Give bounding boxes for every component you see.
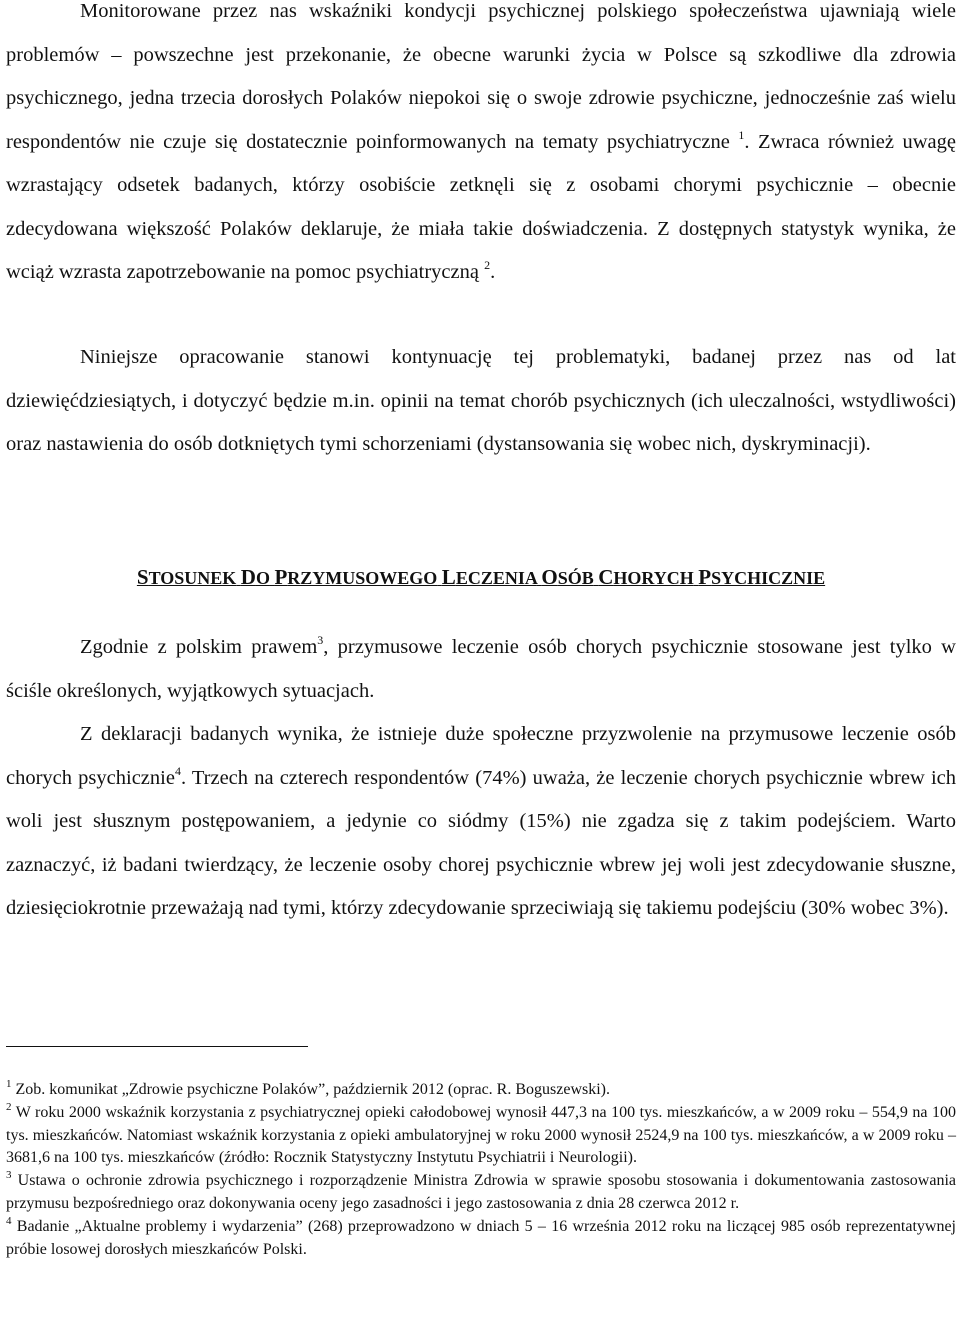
heading-rest: O xyxy=(255,568,270,588)
footnote-ref-1[interactable]: 1 xyxy=(738,127,745,142)
footnote-number: 1 xyxy=(6,1078,12,1090)
footnote-ref-3[interactable]: 3 xyxy=(317,633,324,647)
intro-paragraph xyxy=(6,0,956,295)
footnote-1 xyxy=(6,1079,956,1102)
heading-rest: TOSUNEK xyxy=(148,568,237,588)
intro-text-part-3: . xyxy=(490,261,496,283)
heading-initial: P xyxy=(274,565,288,589)
footnote-text: Zob. komunikat „Zdrowie psychiczne Polaków”, październik 2012 (oprac. R. Boguszewski). xyxy=(11,1081,611,1098)
heading-initial: O xyxy=(541,565,558,589)
heading-rest: HORYCH xyxy=(613,568,694,588)
scope-paragraph: Niniejsze opracowanie stanowi kontynuację tej problematyki, badanej przez nas od lat dziewięćdziesiątych, i dotyczyć będzie m.in. opinii na temat chorób psychicznych (ich uleczalności, wstydliwości) oraz nastawienia do osób dotkniętych tymi schorzeniami (dystansowania się wobec nich, dyskryminacji). xyxy=(6,346,956,455)
survey-text-part-1: Z deklaracji badanych wynika, że istnieje duże społeczne przyzwolenie na przymusowe leczenie osób chorych psychicznie xyxy=(6,723,956,789)
footnotes-section xyxy=(6,1079,956,1261)
footnote-number: 3 xyxy=(6,1169,12,1182)
heading-initial: S xyxy=(136,565,149,589)
heading-rest: ECZENIA xyxy=(455,568,537,588)
footnote-2 xyxy=(6,1102,956,1170)
section-heading xyxy=(6,565,956,590)
footnote-ref-4[interactable]: 4 xyxy=(174,763,181,778)
footnote-text: Ustawa o ochronie zdrowia psychicznego i rozporządzenie Ministra Zdrowia w sprawie sposobu stosowania i dokumentowania zastosowania przymusu bezpośredniego oraz dokonywania oceny jego zasadności i jego zastosowania z dnia 28 czerwca 2012 r. xyxy=(6,1172,956,1212)
intro-text-part-1: Monitorowane przez nas wskaźniki kondycji psychicznej polskiego społeczeństwa ujawniają wiele problemów – powszechne jest przekonanie, że obecne warunki życia w Polsce są szkodliwe dla zdrowia psychicznego, jedna trzecia dorosłych Polaków niepokoi się o swoje zdrowie psychiczne, jednocześnie zaś wielu respondentów nie czuje się dostatecznie poinformowanych na tematy psychiatryczne xyxy=(6,0,956,153)
footnote-number: 4 xyxy=(6,1214,12,1227)
footnote-4 xyxy=(6,1216,956,1262)
footnote-text: Badanie „Aktualne problemy i wydarzenia” (268) przeprowadzono w dniach 5 – 16 września 2012 roku na liczącej 985 osób reprezentatywnej próbie losowej dorosłych mieszkańców Polski. xyxy=(6,1217,956,1258)
heading-initial: L xyxy=(441,565,456,589)
heading-initial: P xyxy=(698,565,712,589)
heading-initial: D xyxy=(240,565,256,589)
footnote-ref-2[interactable]: 2 xyxy=(484,258,491,272)
footnote-number: 2 xyxy=(6,1100,12,1113)
heading-rest: SÓB xyxy=(557,568,594,588)
survey-paragraph xyxy=(6,713,956,931)
survey-text-part-2: . Trzech na czterech respondentów (74%) uważa, że leczenie chorych psychicznie wbrew ich woli jest słusznym postępowaniem, a jedynie co siódmy (15%) nie zgadza się z takim podejściem. Warto zaznaczyć, iż badani twierdzący, że leczenie osoby chorej psychicznie wbrew jej woli jest zdecydowanie słuszne, dziesięciokrotnie przeważają nad tymi, którzy zdecydowanie sprzeciwiają się takiemu podejściu (30% wobec 3%). xyxy=(6,766,956,919)
footnote-separator xyxy=(6,1046,308,1047)
footnote-text: W roku 2000 wskaźnik korzystania z psychiatrycznej opieki całodobowej wynosił 447,3 na 100 tys. mieszkańców, a w 2009 roku – 554,9 na 100 tys. mieszkańców. Natomiast wskaźnik korzystania z opieki ambulatoryjnej w roku 2000 wynosił 2524,9 na 100 tys. mieszkańców, a w 2009 roku – 3681,6 na 100 tys. mieszkańców (źródło: Rocznik Statystyczny Instytutu Psychiatrii i Neurologii). xyxy=(6,1103,956,1167)
intro-text-part-2: . Zwraca również uwagę wzrastający odsetek badanych, którzy osobiście zetknęli się z osobami chorymi psychicznie – obecnie zdecydowana większość Polaków deklaruje, że miała takie doświadczenia. Z dostępnych statystyk wynika, że wciąż wzrasta zapotrzebowanie na pomoc psychiatryczną xyxy=(6,130,956,283)
heading-rest: RZYMUSOWEGO xyxy=(287,568,438,588)
law-text-part-1: Zgodnie z polskim prawem xyxy=(80,636,318,658)
law-text-part-2: , przymusowe leczenie osób chorych psychicznie stosowane jest tylko w ściśle określonych, wyjątkowych sytuacjach. xyxy=(6,636,956,702)
heading-initial: C xyxy=(598,565,614,589)
law-paragraph xyxy=(6,626,956,713)
footnote-3 xyxy=(6,1170,956,1216)
heading-rest: SYCHICZNIE xyxy=(711,568,826,588)
